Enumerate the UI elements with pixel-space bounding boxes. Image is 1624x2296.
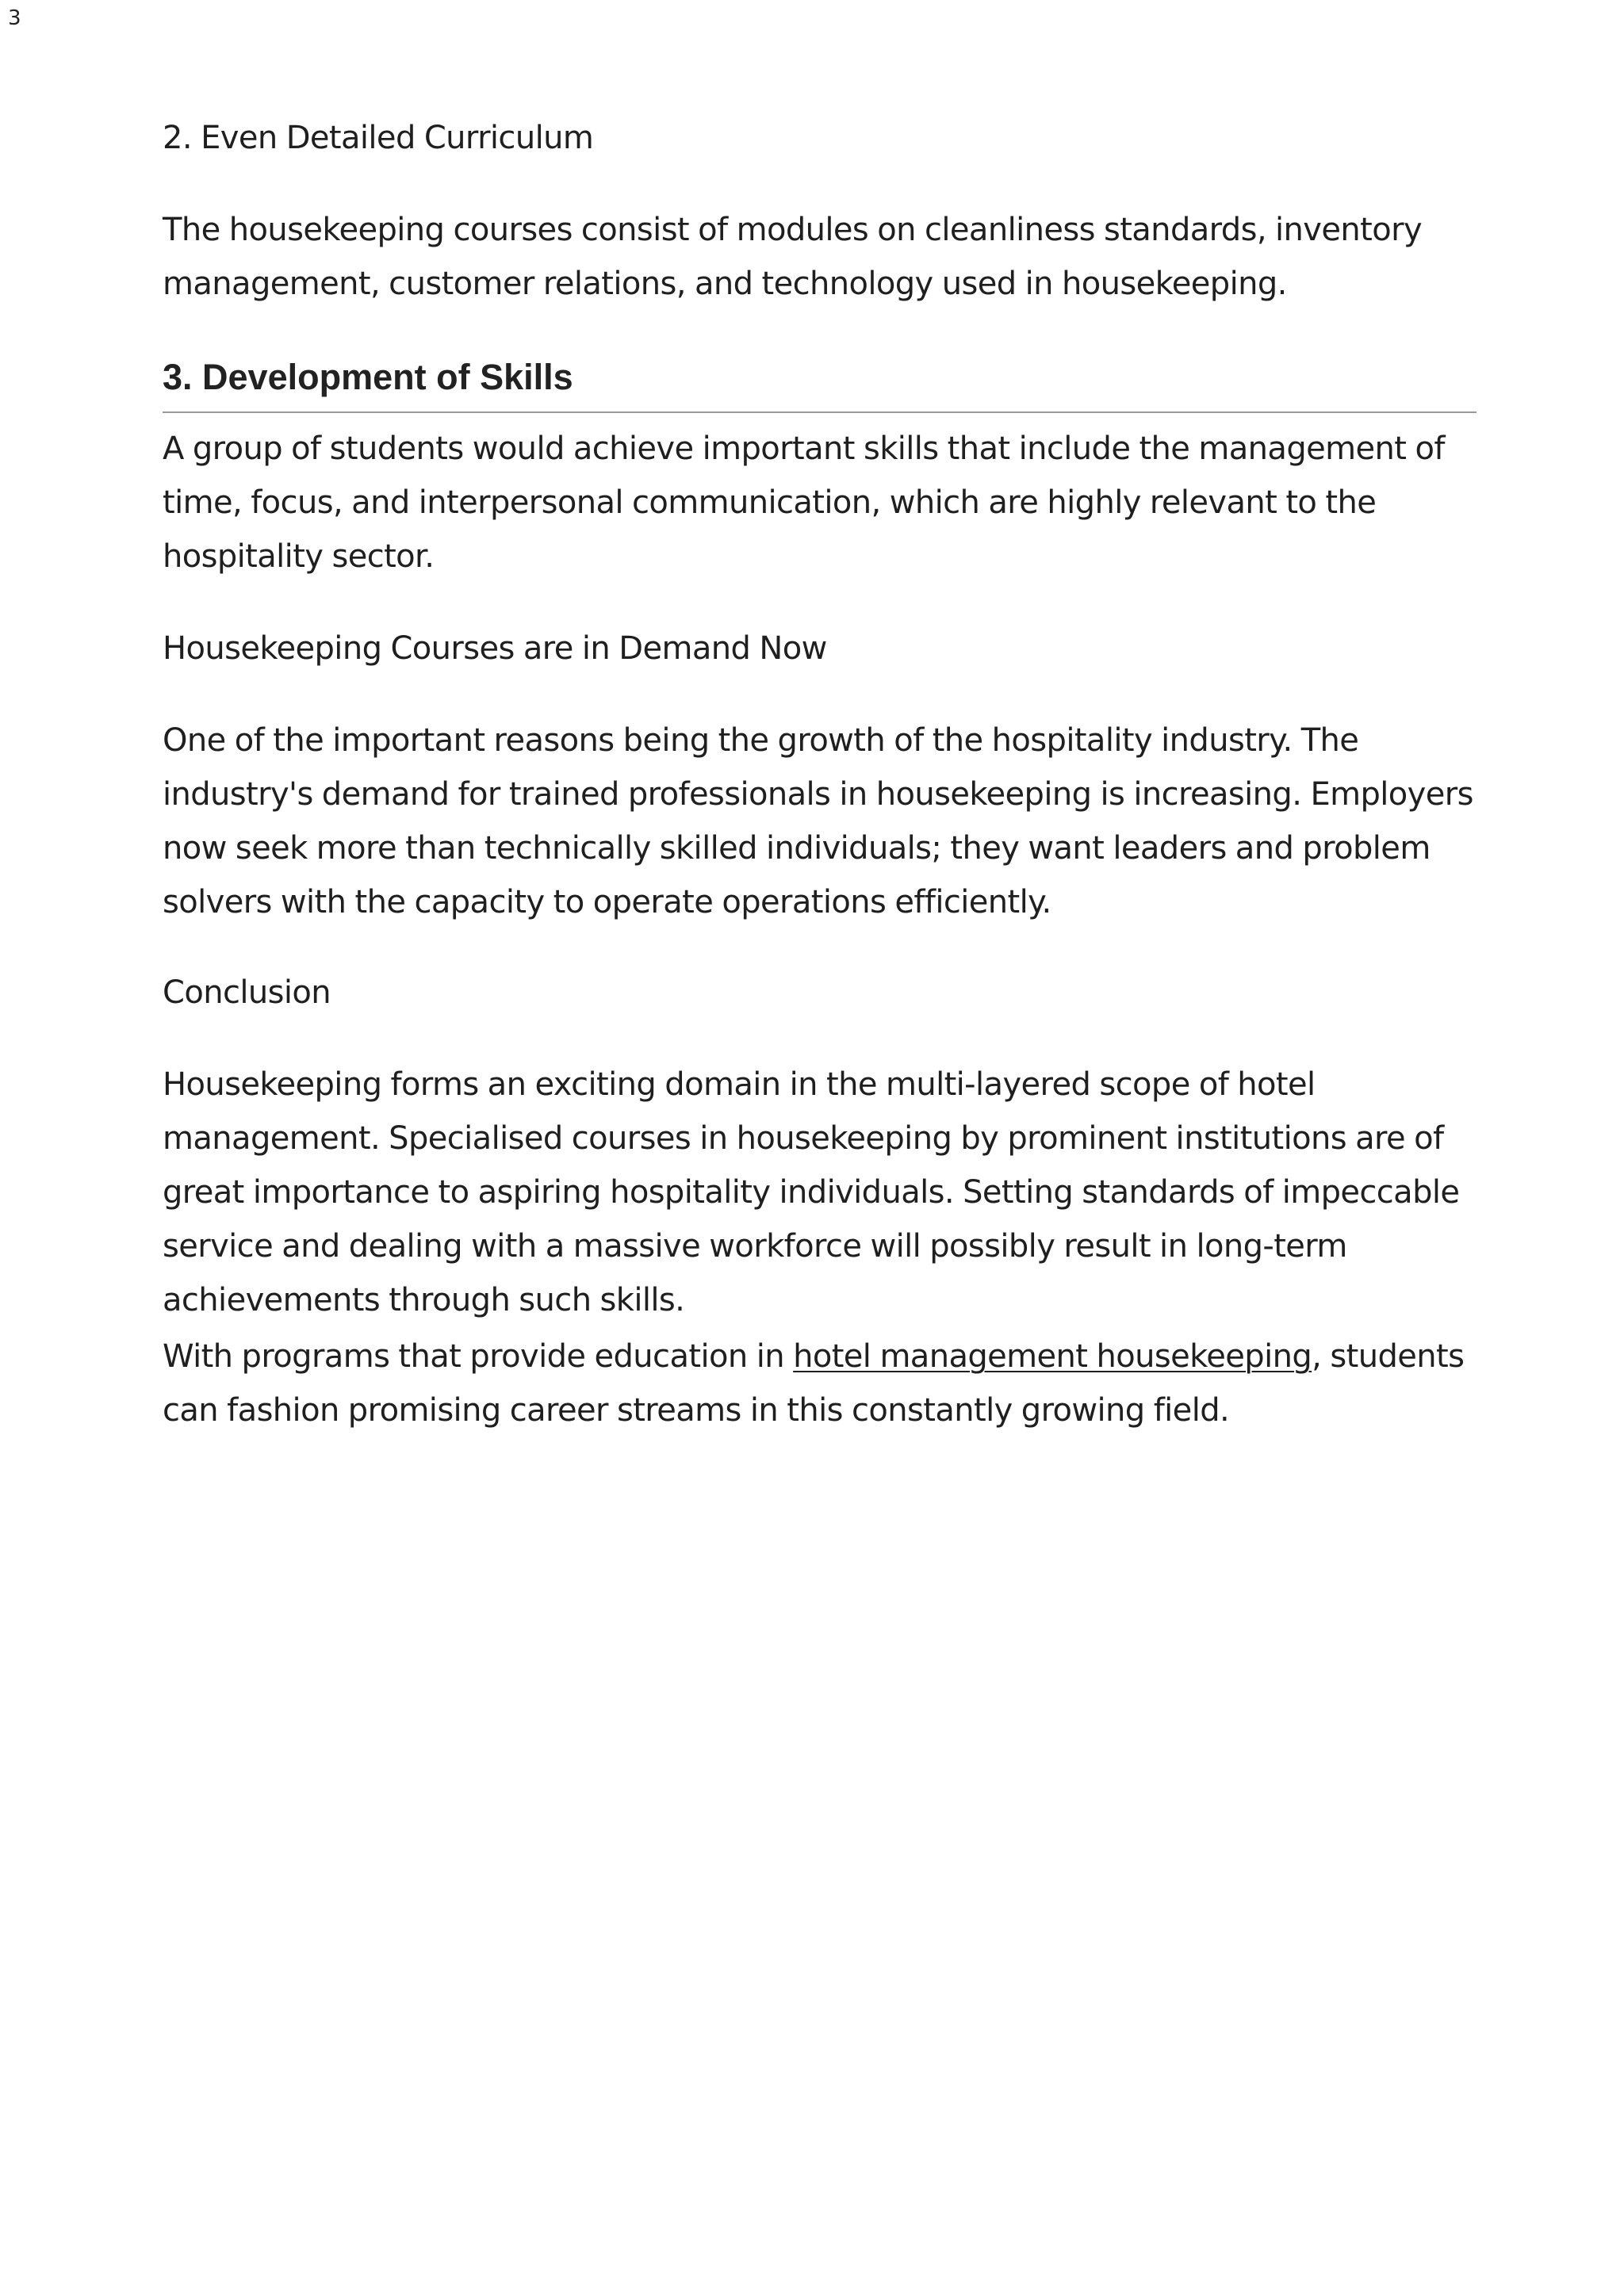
closing-paragraph <box>163 1330 1479 1437</box>
closing-text-after-link: , students can fashion promising career streams in this constantly growing field. <box>163 1338 1465 1429</box>
heading-divider <box>163 411 1477 413</box>
curriculum-title: 2. Even Detailed Curriculum <box>163 120 594 156</box>
demand-paragraph: One of the important reasons being the growth of the hospitality industry. The industry's demand for trained professionals in housekeeping is increasing. Employers now seek more than technically skilled individuals; they want leaders and problem solvers with the capacity to operate operations efficiently. <box>163 722 1473 920</box>
demand-title: Housekeeping Courses are in Demand Now <box>163 630 827 667</box>
conclusion-title: Conclusion <box>163 974 331 1011</box>
curriculum-paragraph: The housekeeping courses consist of modules on cleanliness standards, inventory management, customer relations, and technology used in housekeeping. <box>163 212 1423 302</box>
conclusion-paragraph: Housekeeping forms an exciting domain in the multi-layered scope of hotel management. Specialised courses in housekeeping by prominent institutions are of great importance to aspiring hospitality individuals. Setting standards of impeccable service and dealing with a massive workforce will possibly result in long-term achievements through such skills. <box>163 1066 1460 1318</box>
page-number: 3 <box>8 6 21 30</box>
skills-paragraph: A group of students would achieve important skills that include the management of time, focus, and interpersonal communication, which are highly relevant to the hospitality sector. <box>163 430 1445 575</box>
skills-heading: 3. Development of Skills <box>163 357 573 397</box>
hotel-management-housekeeping-link[interactable]: hotel management housekeeping <box>793 1338 1312 1375</box>
closing-text-before-link: With programs that provide education in <box>163 1338 794 1375</box>
